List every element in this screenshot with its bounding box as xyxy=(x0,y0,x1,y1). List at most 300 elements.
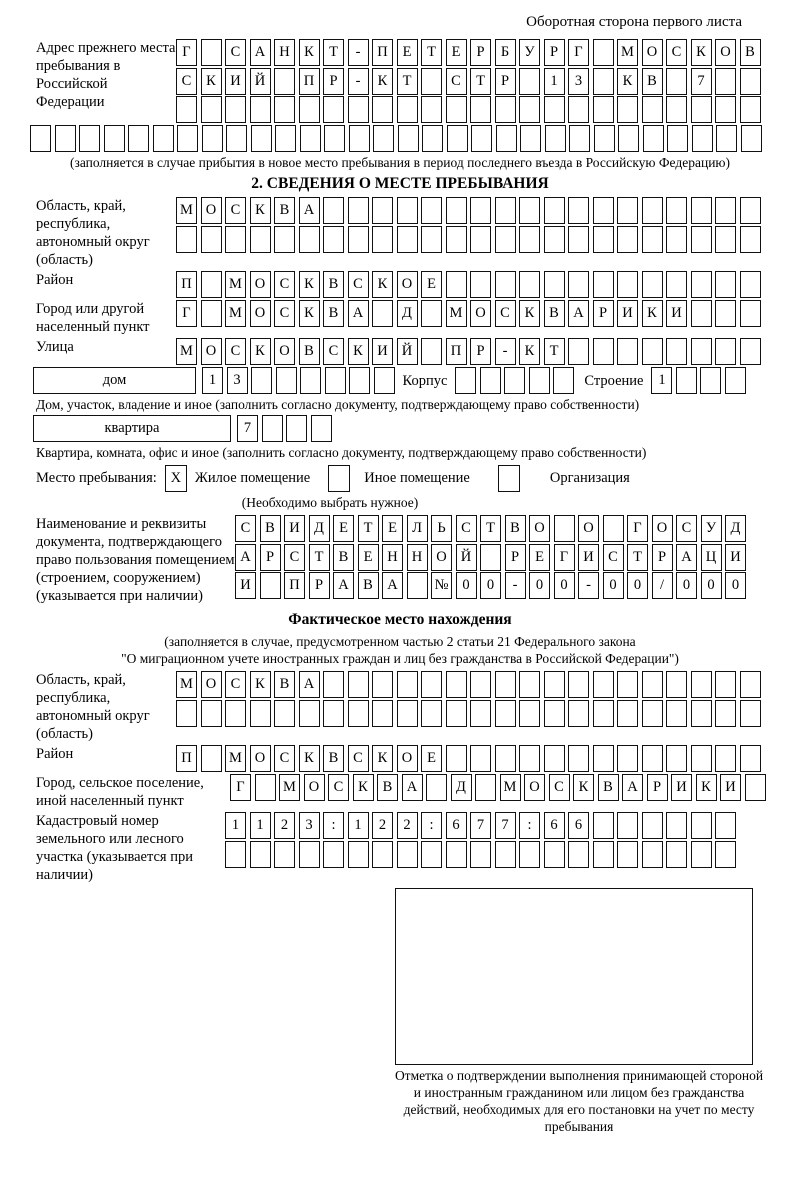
char-box xyxy=(421,226,442,253)
char-box xyxy=(276,367,297,394)
house-caption: Дом, участок, владение и иное (заполнить согласно документу, подтверждающему право собственности) xyxy=(36,397,640,412)
char-box xyxy=(520,125,541,152)
char-box xyxy=(372,96,393,123)
char-box: 0 xyxy=(701,572,722,599)
char-box xyxy=(446,96,467,123)
char-box: П xyxy=(372,39,393,66)
char-box xyxy=(642,812,663,839)
char-box xyxy=(407,572,428,599)
char-box xyxy=(323,226,344,253)
char-box xyxy=(618,125,639,152)
char-box: С xyxy=(225,338,246,365)
char-box: А xyxy=(676,544,697,571)
char-box: К xyxy=(696,774,717,801)
char-box: В xyxy=(333,544,354,571)
char-box: О xyxy=(578,515,599,542)
char-box xyxy=(397,671,418,698)
char-box: Д xyxy=(451,774,472,801)
char-box xyxy=(593,271,614,298)
cadastre-block xyxy=(0,812,800,884)
char-box: 2 xyxy=(372,812,393,839)
char-box xyxy=(593,700,614,727)
cadastre-row-1 xyxy=(225,812,736,839)
option-residential-label: Жилое помещение xyxy=(194,470,311,486)
char-box: О xyxy=(250,745,271,772)
char-box xyxy=(691,271,712,298)
char-box: И xyxy=(617,300,638,327)
prev-address-caption: (заполняется в случае прибытия в новое место пребывания в период последнего въезда в Российскую Федерацию) xyxy=(69,155,731,170)
char-box xyxy=(617,841,638,868)
char-box: Г xyxy=(554,544,575,571)
char-box xyxy=(740,671,761,698)
char-box xyxy=(176,700,197,727)
char-box xyxy=(691,338,712,365)
char-box xyxy=(398,125,419,152)
char-box: Р xyxy=(309,572,330,599)
char-box xyxy=(495,671,516,698)
char-box: О xyxy=(201,671,222,698)
char-box xyxy=(323,197,344,224)
char-box xyxy=(177,125,198,152)
char-box: К xyxy=(299,271,320,298)
char-box: Т xyxy=(544,338,565,365)
char-box: 3 xyxy=(299,812,320,839)
char-box: С xyxy=(676,515,697,542)
char-box xyxy=(544,197,565,224)
char-box xyxy=(311,415,332,442)
char-box: 0 xyxy=(603,572,624,599)
char-box: П xyxy=(284,572,305,599)
char-box: 0 xyxy=(725,572,746,599)
char-box: В xyxy=(323,271,344,298)
char-box: В xyxy=(642,68,663,95)
char-box xyxy=(495,700,516,727)
char-box xyxy=(299,96,320,123)
char-box xyxy=(519,700,540,727)
char-box: А xyxy=(568,300,589,327)
char-box xyxy=(470,700,491,727)
char-box xyxy=(617,197,638,224)
char-box xyxy=(691,96,712,123)
char-box xyxy=(299,226,320,253)
char-box xyxy=(568,338,589,365)
region-row-2 xyxy=(176,226,761,253)
char-box xyxy=(691,197,712,224)
char-box xyxy=(666,271,687,298)
house-cells xyxy=(202,367,395,394)
char-box xyxy=(348,671,369,698)
house-widebox: дом xyxy=(33,367,196,394)
char-box xyxy=(446,197,467,224)
char-box: 1 xyxy=(250,812,271,839)
char-box: А xyxy=(235,544,256,571)
char-box xyxy=(153,125,174,152)
char-box xyxy=(519,226,540,253)
char-box xyxy=(740,96,761,123)
char-box: А xyxy=(382,572,403,599)
char-box xyxy=(642,700,663,727)
char-box xyxy=(480,544,501,571)
char-box: М xyxy=(176,338,197,365)
region-block xyxy=(0,197,800,269)
char-box xyxy=(397,700,418,727)
char-box: И xyxy=(578,544,599,571)
char-box xyxy=(642,226,663,253)
char-box: Р xyxy=(593,300,614,327)
char-box xyxy=(519,271,540,298)
char-box xyxy=(202,125,223,152)
char-box xyxy=(348,197,369,224)
char-box xyxy=(667,125,688,152)
char-box xyxy=(691,226,712,253)
char-box xyxy=(226,125,247,152)
char-box xyxy=(691,700,712,727)
char-box: И xyxy=(671,774,692,801)
char-box: 0 xyxy=(627,572,648,599)
char-box xyxy=(666,745,687,772)
char-box: О xyxy=(470,300,491,327)
char-box xyxy=(480,367,501,394)
char-box xyxy=(504,367,525,394)
char-box xyxy=(372,671,393,698)
district-label: Район xyxy=(36,272,74,288)
char-box xyxy=(470,841,491,868)
char-box: С xyxy=(274,745,295,772)
actual-city-block xyxy=(0,774,800,810)
district-row xyxy=(176,271,761,298)
char-box: М xyxy=(446,300,467,327)
char-box xyxy=(715,841,736,868)
char-box xyxy=(544,96,565,123)
char-box: П xyxy=(176,271,197,298)
char-box: Р xyxy=(647,774,668,801)
prev-address-row-2 xyxy=(176,68,761,95)
char-box: Д xyxy=(397,300,418,327)
char-box: О xyxy=(250,300,271,327)
char-box xyxy=(642,841,663,868)
char-box xyxy=(593,197,614,224)
char-box: О xyxy=(274,338,295,365)
char-box: П xyxy=(176,745,197,772)
char-box: Т xyxy=(480,515,501,542)
char-box: 6 xyxy=(446,812,467,839)
char-box xyxy=(470,197,491,224)
char-box xyxy=(324,125,345,152)
char-box: М xyxy=(225,745,246,772)
char-box xyxy=(79,125,100,152)
char-box: В xyxy=(274,197,295,224)
char-box: К xyxy=(617,68,638,95)
char-box xyxy=(446,226,467,253)
usage-doc-row-3 xyxy=(235,572,746,599)
cadastre-row-2 xyxy=(225,841,736,868)
char-box: С xyxy=(666,39,687,66)
char-box xyxy=(421,671,442,698)
char-box: 1 xyxy=(348,812,369,839)
char-box xyxy=(262,415,283,442)
city-block xyxy=(0,300,800,336)
char-box xyxy=(617,96,638,123)
char-box xyxy=(201,745,222,772)
char-box xyxy=(603,515,624,542)
char-box: Й xyxy=(397,338,418,365)
section2-title: 2. СВЕДЕНИЯ О МЕСТЕ ПРЕБЫВАНИЯ xyxy=(251,175,549,192)
char-box xyxy=(421,197,442,224)
char-box xyxy=(568,700,589,727)
char-box xyxy=(349,367,370,394)
char-box: В xyxy=(505,515,526,542)
char-box: С xyxy=(456,515,477,542)
char-box: Г xyxy=(568,39,589,66)
char-box: О xyxy=(201,197,222,224)
char-box xyxy=(691,745,712,772)
actual-region-row-2 xyxy=(176,700,761,727)
char-box xyxy=(666,671,687,698)
char-box: Е xyxy=(358,544,379,571)
district-block xyxy=(0,271,800,298)
char-box xyxy=(446,841,467,868)
char-box xyxy=(250,226,271,253)
char-box: Р xyxy=(323,68,344,95)
char-box: К xyxy=(201,68,222,95)
char-box: Р xyxy=(470,338,491,365)
char-box xyxy=(446,745,467,772)
char-box: И xyxy=(666,300,687,327)
char-box xyxy=(397,96,418,123)
apartment-cells xyxy=(237,415,332,442)
char-box: Н xyxy=(407,544,428,571)
char-box xyxy=(274,96,295,123)
char-box xyxy=(201,271,222,298)
char-box: К xyxy=(519,338,540,365)
char-box xyxy=(715,226,736,253)
char-box xyxy=(741,125,762,152)
option-other-premises-label: Иное помещение xyxy=(364,470,470,486)
char-box xyxy=(617,271,638,298)
char-box: А xyxy=(333,572,354,599)
char-box: Е xyxy=(382,515,403,542)
char-box xyxy=(260,572,281,599)
char-box xyxy=(643,125,664,152)
char-box xyxy=(470,745,491,772)
char-box: 7 xyxy=(237,415,258,442)
char-box xyxy=(544,700,565,727)
char-box xyxy=(715,745,736,772)
stay-type-block xyxy=(36,465,800,492)
char-box: Р xyxy=(505,544,526,571)
char-box: 7 xyxy=(691,68,712,95)
char-box: В xyxy=(377,774,398,801)
char-box: К xyxy=(299,39,320,66)
char-box: О xyxy=(431,544,452,571)
char-box: Б xyxy=(495,39,516,66)
actual-region-label: Область, край, республика, автономный округ (область) xyxy=(36,672,150,742)
char-box xyxy=(568,197,589,224)
char-box: А xyxy=(299,671,320,698)
char-box xyxy=(251,125,272,152)
char-box: 0 xyxy=(480,572,501,599)
actual-region-row-1 xyxy=(176,671,761,698)
char-box xyxy=(715,671,736,698)
char-box xyxy=(323,700,344,727)
char-box: 0 xyxy=(529,572,550,599)
char-box: С xyxy=(225,39,246,66)
char-box xyxy=(470,671,491,698)
char-box: М xyxy=(279,774,300,801)
char-box xyxy=(740,338,761,365)
char-box xyxy=(422,125,443,152)
char-box xyxy=(225,700,246,727)
char-box: Т xyxy=(627,544,648,571)
char-box: - xyxy=(505,572,526,599)
char-box xyxy=(274,700,295,727)
char-box: В xyxy=(740,39,761,66)
char-box xyxy=(554,515,575,542)
char-box xyxy=(446,271,467,298)
char-box xyxy=(553,367,574,394)
char-box: Г xyxy=(627,515,648,542)
char-box xyxy=(201,700,222,727)
char-box: 1 xyxy=(202,367,223,394)
char-box xyxy=(55,125,76,152)
house-block xyxy=(33,367,800,394)
char-box xyxy=(104,125,125,152)
char-box xyxy=(348,700,369,727)
char-box: К xyxy=(519,300,540,327)
char-box: П xyxy=(446,338,467,365)
char-box xyxy=(740,68,761,95)
char-box: 7 xyxy=(495,812,516,839)
char-box xyxy=(666,68,687,95)
char-box: Е xyxy=(421,271,442,298)
checkbox-organization[interactable] xyxy=(498,465,520,492)
char-box xyxy=(544,841,565,868)
char-box xyxy=(300,125,321,152)
char-box xyxy=(447,125,468,152)
char-box: М xyxy=(617,39,638,66)
char-box xyxy=(446,700,467,727)
char-box: А xyxy=(622,774,643,801)
region-row-1 xyxy=(176,197,761,224)
char-box xyxy=(666,812,687,839)
char-box: 3 xyxy=(227,367,248,394)
char-box: К xyxy=(372,68,393,95)
char-box: С xyxy=(446,68,467,95)
char-box: У xyxy=(519,39,540,66)
char-box xyxy=(593,96,614,123)
char-box xyxy=(372,197,393,224)
prev-address-block xyxy=(0,39,800,123)
char-box: Е xyxy=(446,39,467,66)
char-box: И xyxy=(284,515,305,542)
char-box xyxy=(274,841,295,868)
stroenie-label: Строение xyxy=(584,372,644,389)
actual-district-row xyxy=(176,745,761,772)
char-box: 6 xyxy=(544,812,565,839)
char-box xyxy=(300,367,321,394)
char-box xyxy=(642,96,663,123)
char-box xyxy=(544,226,565,253)
char-box: У xyxy=(701,515,722,542)
char-box xyxy=(642,197,663,224)
char-box: И xyxy=(225,68,246,95)
char-box xyxy=(274,68,295,95)
char-box: М xyxy=(225,271,246,298)
char-box: О xyxy=(397,271,418,298)
char-box xyxy=(617,671,638,698)
char-box: С xyxy=(176,68,197,95)
char-box xyxy=(568,96,589,123)
char-box xyxy=(593,39,614,66)
char-box xyxy=(323,841,344,868)
char-box xyxy=(593,226,614,253)
char-box: Т xyxy=(421,39,442,66)
char-box xyxy=(421,300,442,327)
char-box: К xyxy=(691,39,712,66)
char-box xyxy=(593,68,614,95)
char-box: И xyxy=(235,572,256,599)
char-box xyxy=(642,745,663,772)
char-box xyxy=(715,300,736,327)
char-box: О xyxy=(304,774,325,801)
char-box: 1 xyxy=(544,68,565,95)
char-box xyxy=(176,96,197,123)
char-box: / xyxy=(652,572,673,599)
char-box: С xyxy=(323,338,344,365)
char-box: - xyxy=(348,39,369,66)
char-box: К xyxy=(353,774,374,801)
char-box: С xyxy=(225,671,246,698)
char-box xyxy=(176,226,197,253)
char-box: Т xyxy=(470,68,491,95)
char-box xyxy=(568,226,589,253)
char-box xyxy=(128,125,149,152)
checkbox-residential[interactable]: X xyxy=(165,465,187,492)
char-box xyxy=(715,68,736,95)
checkbox-other-premises[interactable] xyxy=(328,465,350,492)
char-box xyxy=(250,96,271,123)
char-box: О xyxy=(397,745,418,772)
char-box: О xyxy=(250,271,271,298)
char-box xyxy=(716,125,737,152)
char-box xyxy=(374,367,395,394)
city-label: Город или другой населенный пункт xyxy=(36,301,150,335)
char-box xyxy=(568,745,589,772)
char-box xyxy=(373,125,394,152)
char-box xyxy=(372,226,393,253)
char-box: Ь xyxy=(431,515,452,542)
char-box: 0 xyxy=(456,572,477,599)
char-box xyxy=(446,671,467,698)
char-box xyxy=(740,226,761,253)
char-box xyxy=(715,700,736,727)
actual-city-label: Город, сельское поселение, иной населенный пункт xyxy=(36,775,204,809)
char-box xyxy=(617,338,638,365)
char-box xyxy=(593,338,614,365)
char-box xyxy=(421,96,442,123)
korpus-label: Корпус xyxy=(402,372,448,389)
char-box xyxy=(201,96,222,123)
prev-address-label: Адрес прежнего места пребывания в Российской Федерации xyxy=(36,40,176,110)
actual-city-row xyxy=(230,774,766,801)
actual-location-title: Фактическое место нахождения xyxy=(288,611,512,628)
char-box xyxy=(666,96,687,123)
char-box: К xyxy=(250,197,271,224)
char-box: А xyxy=(348,300,369,327)
char-box: : xyxy=(519,812,540,839)
char-box: О xyxy=(642,39,663,66)
header-note: Оборотная сторона первого листа xyxy=(526,14,742,30)
